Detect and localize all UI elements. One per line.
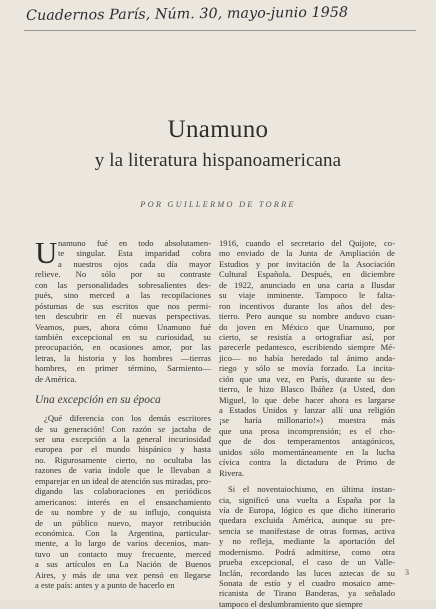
text-line: pués, sino merced a las recopilaciones (35, 290, 211, 301)
text-line: mo enviado de la Junta de Ampliación de (219, 248, 395, 259)
intro-paragraph (35, 235, 213, 384)
text-line: namuno fué en todo absolutamen- (58, 238, 211, 248)
text-line: parecerle pedantesco, escribiendo siempre Mé- (219, 342, 395, 353)
text-line: tierro. Pero aunque su nombre anduvo cuan- (219, 311, 395, 322)
text-line: razones de varia índole que le llevaban a (35, 465, 211, 476)
text-line: modernismo. Podrá admitirse, como otra (219, 546, 395, 557)
text-line: letras, la historia y los hombres —tierras (35, 352, 211, 363)
drop-cap: U (35, 235, 58, 270)
text-line: do joven en México que Unamuno, por (219, 321, 395, 332)
text-line: cia, significó una vuelta a España por la (219, 494, 395, 505)
text-line: de su generación! Con razón se jactaba de (35, 423, 211, 434)
text-line: póstumas de sus escritos que nos permi- (35, 300, 211, 311)
text-line: ¡se haría millonario!») muestra más (219, 415, 395, 426)
text-line: de 1922, anunciado en una carta a Ilusdar (219, 279, 395, 290)
text-line: a Estados Unidos y lanzar allí una religión (219, 405, 395, 415)
text-line: prueba excepcional, el caso de un Valle- (219, 557, 395, 568)
text-line: europea por el mundo hispánico y hasta (35, 444, 211, 455)
text-line: quedara excluida América, aunque su pre- (219, 515, 395, 526)
text-line: con las personalidades sobresalientes des- (35, 279, 211, 290)
text-line: Aires, y más de una vez pensó en llegarse (35, 569, 211, 580)
text-line: digando las colaboraciones en periódicos (35, 486, 211, 497)
text-line: no. Rigurosamente cierto, no ocultaba las (35, 454, 211, 465)
text-line: de su nombre y de su influjo, conquista (35, 507, 211, 518)
text-line: a este país: antes y a punto de hacerlo en (35, 580, 175, 591)
text-line: americanos: interés en el ensanchamiento (35, 496, 211, 507)
body-paragraph (219, 478, 397, 609)
text-line: sencia se manifestase de otras formas, activa (219, 525, 395, 536)
text-line: ción que una vez, en París, durante su des- (219, 373, 395, 384)
text-line: te singular. Esta imparidad cobra (58, 248, 211, 259)
text-line: vía de Europa, lógico es que dicho itinerario (219, 504, 395, 515)
text-line: que una prosa incomprensión; es el cho- (219, 425, 395, 436)
text-line: ron incentivos durante los años del des- (219, 300, 395, 311)
text-line: relieve. No sólo por su contraste (35, 269, 211, 280)
text-line: tuvo un contacto muy frecuente, merced (35, 548, 211, 559)
text-line: unidos sólo momentáneamente en la lucha (219, 446, 395, 457)
article-title: Unamuno (167, 116, 269, 143)
text-line: Si el noventaiochismo, en última instan- (228, 484, 395, 495)
section-heading: Una excepción en su época (35, 394, 161, 407)
text-line: emparejar en un ideal de atención sus miradas, pro- (35, 475, 211, 486)
article-subtitle: y la literatura hispanoamericana (94, 150, 342, 171)
text-line: Inclán, recordando las luces aztecas de su (219, 567, 395, 578)
text-line: Rivera. (219, 467, 245, 478)
page-number: 3 (405, 568, 409, 577)
text-line: también excepcional en su curiosidad, su (35, 331, 211, 342)
text-line: tampoco el deslumbramiento que siempre (219, 598, 363, 609)
text-line: Miguel, lo que debe hacer ahora es largarse (219, 394, 395, 405)
right-column (219, 238, 397, 609)
text-line: cívica contra la dictadura de Primo de (219, 457, 395, 468)
text-line: riego y sólo se movía forzado. La incita- (219, 363, 395, 374)
text-line: mente, a lo largo de varios decenios, man- (35, 538, 211, 549)
text-line: ¿Qué diferencia con los demás escritores (44, 413, 211, 424)
text-line: a nuestros ojos cada día mayor (58, 258, 211, 269)
text-line: preocupación, en ocasiones amor, por las (35, 342, 211, 353)
text-line: cierto, se resistía a ortografiar así, por (219, 331, 395, 342)
text-line: su viaje inminente. Tampoco le falta- (219, 290, 395, 301)
text-line: ten descubrir en él nuevas perspectivas. (35, 311, 211, 322)
text-line: tierro, le hizo Blasco Ibáñez (a Usted, don (219, 384, 395, 395)
text-line: hombres, en primer término, Sarmiento— (35, 363, 211, 374)
handwritten-citation: Cuadernos París, Núm. 30, mayo-junio 1958 (26, 4, 349, 24)
text-line: y no refleja, mediante la aportación del (219, 536, 395, 547)
text-line: 1916, cuando el secretario del Quijote, co- (219, 238, 395, 248)
text-line: Sonata de estío y el cuadro mosaico ame- (219, 578, 395, 588)
text-line: que de dos temperamentos antagónicos, (219, 436, 395, 447)
text-line: a sus artículos en La Nación de Buenos (35, 559, 211, 570)
text-line: Estudios y por invitación de la Asociación (219, 258, 395, 269)
body-paragraph (219, 238, 397, 478)
author-byline: POR GUILLERMO DE TORRE (140, 200, 296, 209)
text-line: ser una excepción a la general incuriosidad (35, 434, 211, 444)
text-line: jico— no había heredado tal ánimo anda- (219, 352, 395, 363)
text-line: de un público nuevo, mayor retribución (35, 517, 211, 528)
text-line: Veamos, pues, ahora cómo Unamuno fué (35, 321, 211, 332)
text-line: de América. (35, 373, 77, 384)
text-line: económica. Con la Argentina, particular- (35, 527, 211, 538)
body-paragraph (35, 413, 213, 590)
text-line: Cultural Española. Después, en diciembre (219, 269, 395, 280)
handwritten-underline (24, 30, 416, 31)
text-line: ricanista de Tirano Banderas, ya señalado (219, 588, 395, 599)
left-column (35, 235, 213, 591)
